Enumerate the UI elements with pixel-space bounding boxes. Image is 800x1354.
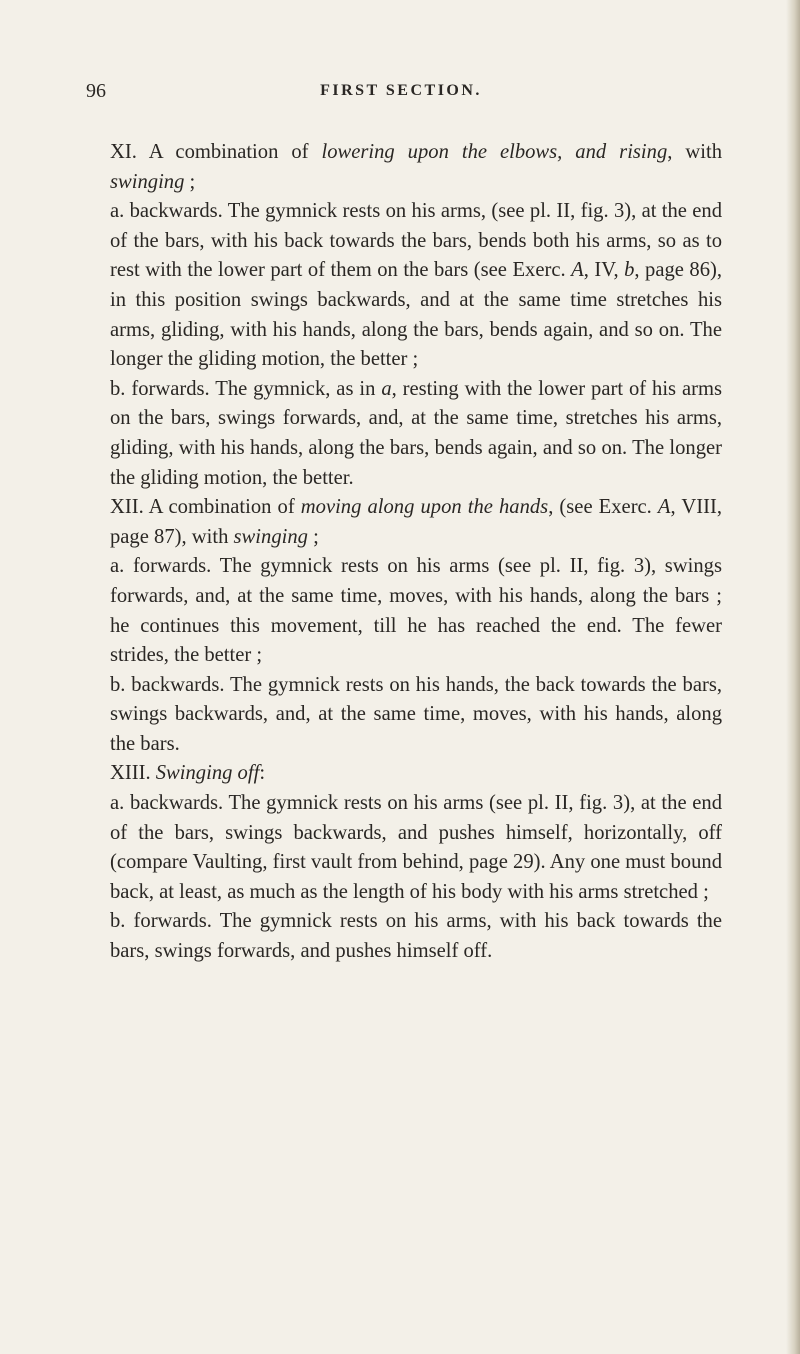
page-number: 96	[86, 80, 106, 102]
text-run: , VIII, page 87), with	[110, 496, 722, 548]
italic-run: lowering upon the elbows, and rising	[321, 141, 668, 163]
italic-run: a	[381, 377, 392, 400]
paragraph-xiii-b: b. forwards. The gymnick rests on his arms, with his back towards the bars, swings forwards, and pushes himself off.	[110, 910, 722, 963]
text-run: , resting with the lower part of his arms on the bars, swings forwards, and, at the same time, stretches his arms, gliding, with his hands, along the bars, bends again, and so on. The longer the gliding motion, the better.	[110, 377, 723, 489]
paragraph-xii-a: a. forwards. The gymnick rests on his arms (see pl. II, fig. 3), swings forwards, and, at the same time, moves, with his hands, along the bars ; he continues this movement, till he has reached the end. The fewer strides, the better ;	[110, 555, 722, 667]
text-run: :	[259, 762, 266, 785]
paragraph-xi	[110, 138, 722, 197]
text-run: , IV,	[583, 259, 625, 282]
paragraph-xii-b: b. backwards. The gymnick rests on his hands, the back towards the bars, swings backwards, and, at the same time, moves, with his hands, along the bars.	[110, 673, 722, 755]
text-run: b. forwards. The gymnick, as in	[110, 377, 382, 400]
paragraph-xiii	[110, 759, 722, 789]
text-run: , (see Exerc.	[548, 496, 658, 519]
body-text	[110, 138, 722, 967]
page-header	[86, 80, 716, 106]
text-run: a. backwards. The gymnick rests on his arms, (see pl. II, fig. 3), at the end of the bars, with his back towards the bars, bends both his arms, so as to rest with the lower part of them on the bars (see Exerc.	[110, 200, 722, 282]
text-run: ;	[307, 525, 319, 548]
running-head: FIRST SECTION.	[320, 82, 482, 99]
page-edge-shadow	[786, 0, 800, 1354]
paragraph-xi-a	[110, 197, 722, 375]
italic-run: moving along upon the hands	[300, 496, 549, 519]
paragraph-xiii-a: a. backwards. The gymnick rests on his arms (see pl. II, fig. 3), at the end of the bars, swings backwards, and pushes himself, horizontally, off (compare Vaulting, first vault from behind, page 29). Any one must bound back, at least, as much as the length of his body with his arms stretched ;	[110, 792, 722, 903]
italic-run: A	[657, 496, 671, 519]
italic-run: swinging	[233, 525, 308, 548]
italic-run: A	[571, 259, 584, 282]
text-run: XIII.	[110, 762, 156, 785]
italic-run: b	[624, 259, 635, 282]
paragraph-xii	[110, 493, 722, 552]
text-run: , with	[667, 141, 722, 163]
text-run: ;	[184, 170, 196, 193]
text-run: XII. A combination of	[110, 496, 301, 519]
text-run: , page 86), in this position swings backwards, and at the same time stretches his arms, gliding, with his hands, along the bars, bends again, and so on. The longer the gliding motion, the better ;	[110, 259, 723, 371]
italic-run: swinging	[110, 170, 185, 193]
paragraph-xi-b	[110, 375, 722, 493]
italic-run: Swinging off	[155, 762, 260, 785]
text-run: XI. A combination of	[110, 141, 322, 163]
